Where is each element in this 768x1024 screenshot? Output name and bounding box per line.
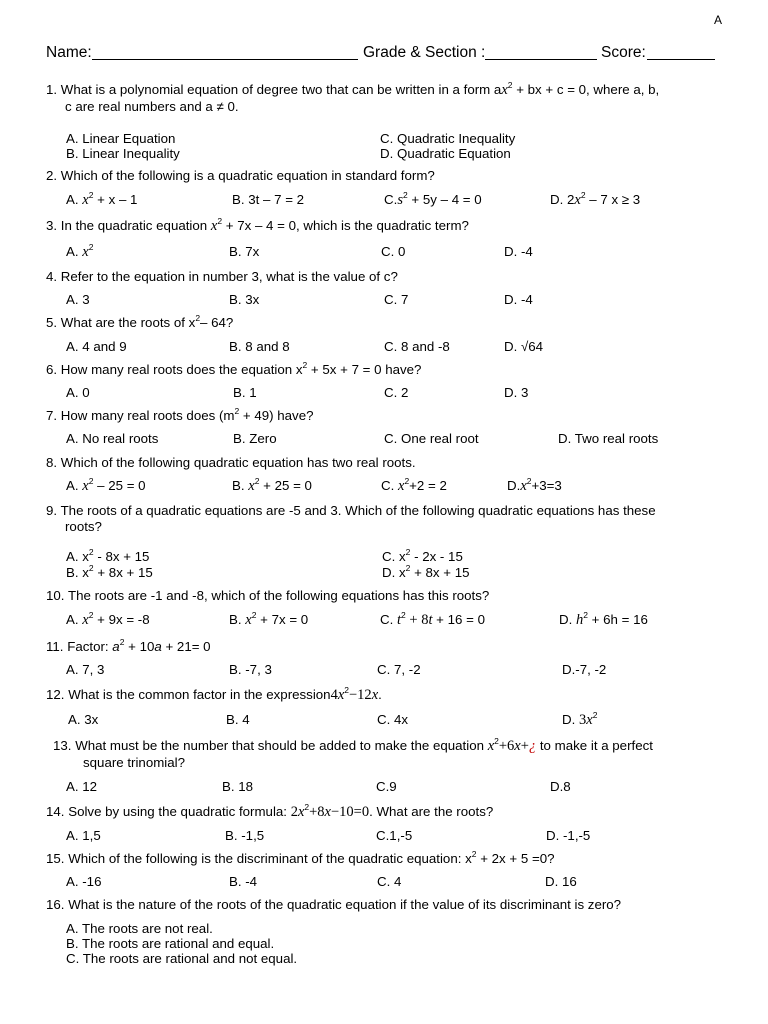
question-4: 4. Refer to the equation in number 3, what is the value of c? bbox=[46, 269, 398, 284]
question-9-cont: roots? bbox=[65, 519, 102, 534]
q15-choice-c[interactable]: C. 4 bbox=[377, 874, 402, 889]
q6-choice-b[interactable]: B. 1 bbox=[233, 385, 257, 400]
q2-choice-c[interactable]: $C.s^2 + 5y - 4 = 0$ bbox=[384, 190, 482, 208]
question-13: 13. What must be the number that should be added to make the equation $x^2+6x+¿$ to make it a perfect bbox=[53, 736, 653, 754]
score-label: Score: bbox=[601, 44, 646, 61]
question-15: 15. Which of the following is the discriminant of the quadratic equation: $x^2 + 2x + 5 =0$? bbox=[46, 849, 555, 866]
q5-choice-a[interactable]: A. 4 and 9 bbox=[66, 339, 127, 354]
version-letter: A bbox=[714, 13, 723, 27]
q5-choice-b[interactable]: B. 8 and 8 bbox=[229, 339, 290, 354]
q3-choice-b[interactable]: B. 7x bbox=[229, 244, 260, 259]
q2-choice-a[interactable]: A. $x^2 + x - 1$ bbox=[66, 190, 138, 208]
q3-choice-a[interactable]: A. $x^2$ bbox=[66, 242, 94, 260]
q3-choice-d[interactable]: D. -4 bbox=[504, 244, 533, 259]
q13-choice-c[interactable]: C.9 bbox=[376, 779, 397, 794]
q14-choice-d[interactable]: D. -1,-5 bbox=[546, 828, 591, 843]
question-7: 7. How many real roots does $(m^2 + 49)$ have? bbox=[46, 406, 314, 423]
name-label: Name: bbox=[46, 44, 92, 61]
question-1: 1. What is a polynomial equation of degree two that can be written in a form $ax^2$ + bx + c = 0, where a, b, bbox=[46, 80, 660, 98]
question-6: 6. How many real roots does the equation $x^2 + 5x + 7 = 0$ have? bbox=[46, 360, 422, 377]
score-field[interactable] bbox=[647, 59, 715, 60]
q7-choice-d[interactable]: D. Two real roots bbox=[558, 431, 659, 446]
q9-choice-d[interactable]: D. $x^2 + 8x + 15$ bbox=[382, 563, 470, 580]
q4-choice-a[interactable]: A. 3 bbox=[66, 292, 90, 307]
q7-choice-c[interactable]: C. One real root bbox=[384, 431, 479, 446]
question-8: 8. Which of the following quadratic equation has two real roots. bbox=[46, 455, 416, 470]
question-10: 10. The roots are -1 and -8, which of the following equations has this roots? bbox=[46, 588, 490, 603]
question-12: 12. What is the common factor in the $expression4x^2-12x$. bbox=[46, 685, 382, 703]
question-13-cont: square trinomial? bbox=[83, 755, 185, 770]
question-14: 14. Solve by using the quadratic formula: $2x^2+8x-10=0$. What are the roots? bbox=[46, 802, 494, 820]
q11-choice-c[interactable]: C. 7, -2 bbox=[377, 662, 421, 677]
q10-choice-c[interactable]: C. $t^2 + 8t + 16 = 0$ bbox=[380, 610, 485, 628]
q16-choice-a[interactable]: A. The roots are not real. bbox=[66, 921, 213, 936]
question-5: 5. What are the roots of $x^2-$ 64? bbox=[46, 313, 234, 330]
q4-choice-d[interactable]: D. -4 bbox=[504, 292, 533, 307]
q13-choice-a[interactable]: A. 12 bbox=[66, 779, 98, 794]
q1-choice-c[interactable]: C. Quadratic Inequality bbox=[380, 131, 516, 146]
q9-choice-b[interactable]: B. $x^2 + 8x + 15$ bbox=[66, 563, 153, 580]
q1-choice-b[interactable]: B. Linear Inequality bbox=[66, 146, 180, 161]
q8-choice-d[interactable]: $D.x^2+3=3$ bbox=[507, 476, 562, 494]
q9-choice-c[interactable]: C. $x^2 - 2x - 15$ bbox=[382, 547, 463, 564]
q10-choice-b[interactable]: B. $x^2 + 7x = 0$ bbox=[229, 610, 309, 628]
question-3: 3. In the quadratic equation $x^2 + 7x - 4 = 0$, which is the quadratic term? bbox=[46, 216, 469, 234]
q4-choice-b[interactable]: B. 3x bbox=[229, 292, 260, 307]
q3-choice-c[interactable]: C. 0 bbox=[381, 244, 406, 259]
q15-choice-d[interactable]: D. 16 bbox=[545, 874, 577, 889]
q14-choice-c[interactable]: C.1,-5 bbox=[376, 828, 413, 843]
q1-choice-d[interactable]: D. Quadratic Equation bbox=[380, 146, 511, 161]
question-16: 16. What is the nature of the roots of the quadratic equation if the value of its discriminant is zero? bbox=[46, 897, 622, 912]
question-9: 9. The roots of a quadratic equations are -5 and 3. Which of the following quadratic equations has these bbox=[46, 503, 656, 518]
q10-choice-d[interactable]: D. $h^2 + 6h = 16$ bbox=[559, 610, 648, 628]
q15-choice-a[interactable]: A. -16 bbox=[66, 874, 102, 889]
q16-choice-c[interactable]: C. The roots are rational and not equal. bbox=[66, 951, 298, 966]
q11-choice-d[interactable]: D.-7, -2 bbox=[562, 662, 607, 677]
q12-choice-d[interactable]: D. $3x^2$ bbox=[562, 710, 598, 728]
q14-choice-b[interactable]: B. -1,5 bbox=[225, 828, 265, 843]
name-field[interactable] bbox=[92, 59, 358, 60]
q13-choice-b[interactable]: B. 18 bbox=[222, 779, 254, 794]
question-11: 11. Factor: $a^2 + 10a + 21= 0$ bbox=[46, 637, 211, 654]
q11-choice-a[interactable]: A. 7, 3 bbox=[66, 662, 105, 677]
q12-choice-b[interactable]: B. 4 bbox=[226, 712, 250, 727]
q15-choice-b[interactable]: B. -4 bbox=[229, 874, 258, 889]
q8-choice-a[interactable]: A. $x^2 - 25 = 0$ bbox=[66, 476, 146, 494]
q6-choice-a[interactable]: A. 0 bbox=[66, 385, 90, 400]
q7-choice-b[interactable]: B. Zero bbox=[233, 431, 277, 446]
q12-choice-c[interactable]: C. 4x bbox=[377, 712, 409, 727]
q2-choice-b[interactable]: B. 3t – 7 = 2 bbox=[232, 192, 305, 207]
grade-section-label: Grade & Section : bbox=[363, 44, 486, 61]
q10-choice-a[interactable]: A. $x^2 + 9x = -8$ bbox=[66, 610, 150, 628]
q7-choice-a[interactable]: A. No real roots bbox=[66, 431, 159, 446]
q6-choice-d[interactable]: D. 3 bbox=[504, 385, 529, 400]
q8-choice-c[interactable]: C. $x^2+2 = 2$ bbox=[381, 476, 447, 494]
q11-choice-b[interactable]: B. -7, 3 bbox=[229, 662, 272, 677]
q13-choice-d[interactable]: D.8 bbox=[550, 779, 571, 794]
q6-choice-c[interactable]: C. 2 bbox=[384, 385, 409, 400]
q5-choice-c[interactable]: C. 8 and -8 bbox=[384, 339, 450, 354]
q2-choice-d[interactable]: D. $2x^2 - 7$ x ≥ 3 bbox=[550, 190, 641, 208]
q5-choice-d[interactable]: D. √64 bbox=[504, 339, 544, 354]
question-2: 2. Which of the following is a quadratic equation in standard form? bbox=[46, 168, 435, 183]
q1-choice-a[interactable]: A. Linear Equation bbox=[66, 131, 176, 146]
q14-choice-a[interactable]: A. 1,5 bbox=[66, 828, 101, 843]
grade-section-field[interactable] bbox=[485, 59, 597, 60]
question-1-cont: c are real numbers and a ≠ 0. bbox=[65, 99, 239, 114]
q8-choice-b[interactable]: B. $x^2 + 25 = 0$ bbox=[232, 476, 312, 494]
q16-choice-b[interactable]: B. The roots are rational and equal. bbox=[66, 936, 275, 951]
q9-choice-a[interactable]: A. $x^2 - 8x + 15$ bbox=[66, 547, 150, 564]
q4-choice-c[interactable]: C. 7 bbox=[384, 292, 409, 307]
q12-choice-a[interactable]: A. 3x bbox=[68, 712, 99, 727]
